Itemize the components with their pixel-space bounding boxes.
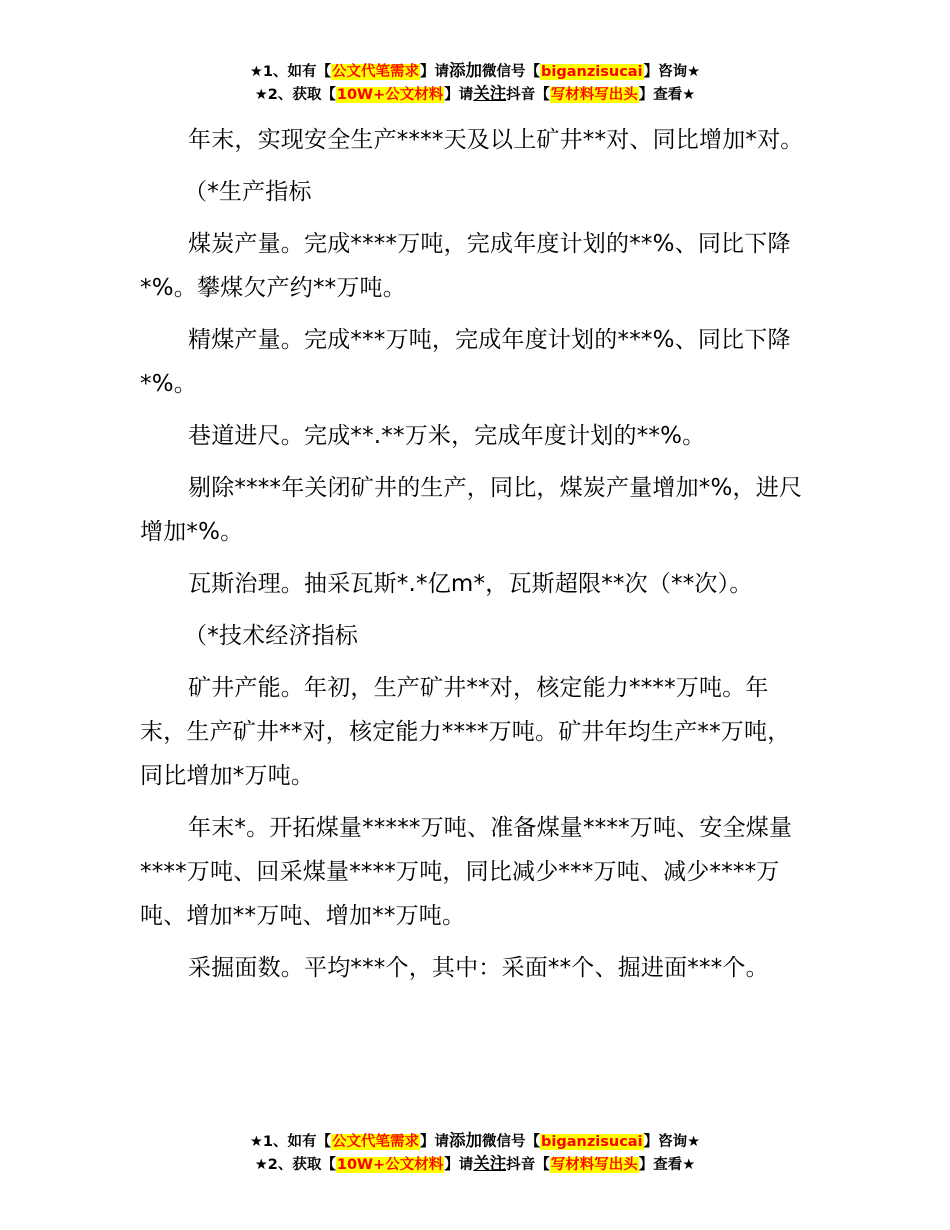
paragraph: 年末，实现安全生产****天及以上矿井**对、同比增加*对。	[188, 127, 804, 153]
banner-text: 】请	[444, 87, 474, 103]
banner-emphasis: 关注	[473, 1154, 507, 1173]
banner-text: ★1、如有【	[249, 64, 332, 80]
banner-text: 】查看★	[638, 1157, 696, 1173]
section-heading: （*生产指标	[184, 179, 312, 205]
paragraph: 煤炭产量。完成****万吨，完成年度计划的**%、同比下降*%。攀煤欠产约**万吨。	[140, 231, 791, 301]
highlight-materials: 10W+公文材料	[336, 1157, 444, 1173]
paragraph: 年末*。开拓煤量*****万吨、准备煤量****万吨、安全煤量****万吨、回采煤量****万吨，同比减少***万吨、减少****万吨、增加**万吨、增加**万吨。	[140, 815, 793, 929]
highlight-ghostwriting: 公文代笔需求	[332, 1134, 420, 1150]
paragraph: 瓦斯治理。抽采瓦斯*.*亿m*，瓦斯超限**次（**次）。	[188, 571, 753, 597]
paragraph: 采掘面数。平均***个，其中：采面**个、掘进面***个。	[188, 955, 769, 981]
highlight-materials: 10W+公文材料	[336, 87, 444, 103]
banner-text: 】咨询★	[643, 64, 701, 80]
banner-text: 微信号【	[482, 64, 541, 80]
banner-emphasis: 添加	[449, 61, 483, 80]
banner-emphasis: 关注	[473, 84, 507, 103]
banner-text: 微信号【	[482, 1134, 541, 1150]
document-body	[140, 118, 812, 998]
banner-text: ★2、获取【	[254, 1157, 336, 1173]
highlight-wechat-id: biganzisucai	[541, 1134, 643, 1150]
banner-text: 】请	[420, 64, 450, 80]
banner-text: 】咨询★	[643, 1134, 701, 1150]
highlight-wechat-id: biganzisucai	[541, 64, 643, 80]
header-banner	[0, 60, 950, 106]
section-heading: （*技术经济指标	[184, 623, 359, 649]
paragraph: 矿井产能。年初，生产矿井**对，核定能力****万吨。年末，生产矿井**对，核定能力****万吨。矿井年均生产**万吨，同比增加*万吨。	[140, 675, 791, 789]
banner-line-1	[0, 1130, 950, 1153]
banner-text: 抖音【	[506, 1157, 550, 1173]
paragraph: 精煤产量。完成***万吨，完成年度计划的***%、同比下降*%。	[140, 327, 791, 397]
banner-line-2	[0, 83, 950, 106]
banner-text: ★2、获取【	[254, 87, 336, 103]
banner-line-1	[0, 60, 950, 83]
paragraph: 巷道进尺。完成**.**万米，完成年度计划的**%。	[188, 423, 706, 449]
footer-banner	[0, 1130, 950, 1176]
highlight-ghostwriting: 公文代笔需求	[332, 64, 420, 80]
banner-line-2	[0, 1153, 950, 1176]
paragraph: 剔除****年关闭矿井的生产，同比，煤炭产量增加*%，进尺增加*%。	[140, 475, 803, 545]
banner-text: ★1、如有【	[249, 1134, 332, 1150]
banner-text: 】请	[444, 1157, 474, 1173]
highlight-douyin: 写材料写出头	[550, 87, 638, 103]
banner-text: 】查看★	[638, 87, 696, 103]
highlight-douyin: 写材料写出头	[550, 1157, 638, 1173]
banner-text: 抖音【	[506, 87, 550, 103]
banner-text: 】请	[420, 1134, 450, 1150]
banner-emphasis: 添加	[449, 1131, 483, 1150]
